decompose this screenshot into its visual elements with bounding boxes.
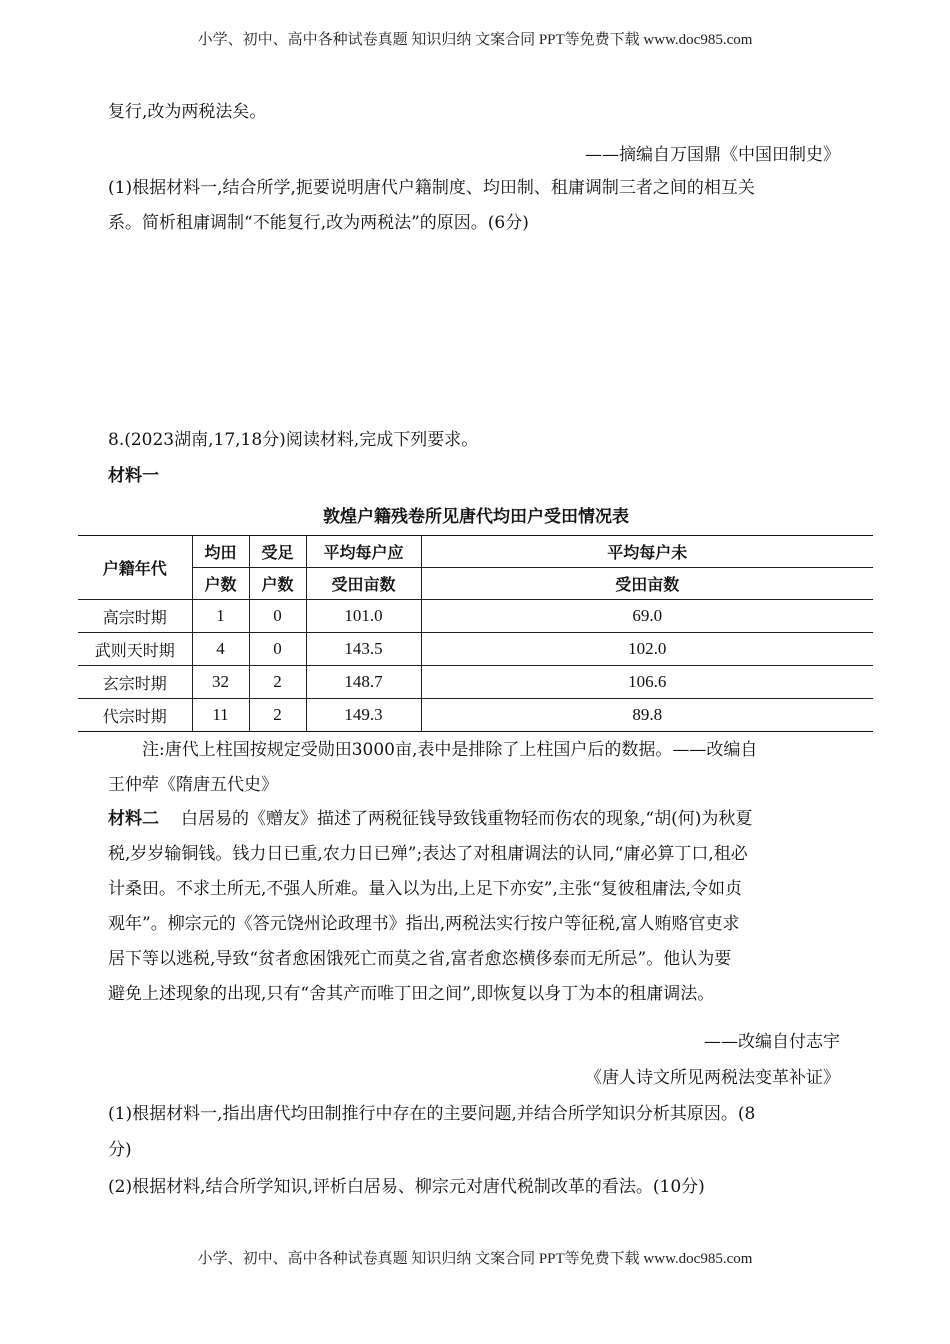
material-2-line: 税,岁岁输铜钱。钱力日已重,农力日已殚”;表达了对租庸调法的认同,“庸必算丁口,租必 bbox=[108, 844, 748, 864]
table-cell: 11 bbox=[192, 699, 249, 732]
page-footer: 小学、初中、高中各种试卷真题 知识归纳 文案合同 PPT等免费下载 www.doc985.com bbox=[197, 1251, 753, 1267]
question-8-title: 8.(2023湖南,17,18分)阅读材料,完成下列要求。 bbox=[108, 430, 479, 450]
material-1-label: 材料一 bbox=[108, 466, 159, 486]
material-2-source-line-1: ——改编自付志宇 bbox=[704, 1032, 840, 1052]
table-cell: 32 bbox=[192, 666, 249, 699]
prev-material-tail: 复行,改为两税法矣。 bbox=[108, 102, 267, 122]
material-2-line: 观年”。柳宗元的《答元饶州论政理书》指出,两税法实行按户等征税,富人贿赂官吏求 bbox=[108, 914, 740, 934]
table-cell: 1 bbox=[192, 600, 249, 633]
table-cell: 106.6 bbox=[421, 666, 873, 699]
table-cell: 102.0 bbox=[421, 633, 873, 666]
table-cell: 148.7 bbox=[306, 666, 421, 699]
table-header-row-2 bbox=[78, 568, 873, 600]
table-cell: 69.0 bbox=[421, 600, 873, 633]
header-cell-year: 户籍年代 bbox=[78, 536, 192, 600]
material-2-label: 材料二 bbox=[108, 809, 159, 829]
table-cell: 高宗时期 bbox=[78, 600, 192, 633]
header-cell-avg-due-2: 受田亩数 bbox=[306, 568, 421, 600]
question-8-1-line-1: (1)根据材料一,指出唐代均田制推行中存在的主要问题,并结合所学知识分析其原因。(8 bbox=[108, 1104, 756, 1124]
table-cell: 0 bbox=[249, 600, 306, 633]
header-cell-households: 均田 bbox=[192, 536, 249, 568]
material-2-line: 居下等以逃税,导致“贫者愈困饿死亡而莫之省,富者愈恣横侈泰而无所忌”。他认为要 bbox=[108, 949, 732, 969]
table-title: 敦煌户籍残卷所见唐代均田户受田情况表 bbox=[323, 507, 629, 527]
header-cell-avg-missing: 平均每户未 bbox=[421, 536, 873, 568]
question-8-1-line-2: 分) bbox=[108, 1140, 132, 1160]
land-allocation-table bbox=[78, 535, 873, 732]
table-cell: 89.8 bbox=[421, 699, 873, 732]
material-2-text: 白居易的《赠友》描述了两税征钱导致钱重物轻而伤农的现象,“胡(何)为秋夏 bbox=[181, 809, 753, 829]
table-cell: 149.3 bbox=[306, 699, 421, 732]
table-cell: 武则天时期 bbox=[78, 633, 192, 666]
table-cell: 2 bbox=[249, 666, 306, 699]
table-cell: 2 bbox=[249, 699, 306, 732]
question-8-2: (2)根据材料,结合所学知识,评析白居易、柳宗元对唐代税制改革的看法。(10分) bbox=[108, 1177, 705, 1197]
material-2-line: 计桑田。不求土所无,不强人所难。量入以为出,上足下亦安”,主张“复彼租庸法,令如贞 bbox=[108, 879, 742, 899]
material-2-source-line-2: 《唐人诗文所见两税法变革补证》 bbox=[585, 1068, 840, 1088]
table-row bbox=[78, 666, 873, 699]
page-header: 小学、初中、高中各种试卷真题 知识归纳 文案合同 PPT等免费下载 www.doc985.com bbox=[197, 32, 753, 48]
header-cell-full-2: 户数 bbox=[249, 568, 306, 600]
material-2-line-1 bbox=[108, 803, 840, 836]
table-note-line-2: 王仲荦《隋唐五代史》 bbox=[108, 775, 278, 795]
table-note-line-1 bbox=[108, 734, 840, 767]
table-cell: 玄宗时期 bbox=[78, 666, 192, 699]
table-note-text: 注:唐代上柱国按规定受勋田3000亩,表中是排除了上柱国户后的数据。——改编自 bbox=[142, 740, 758, 760]
table-row bbox=[78, 699, 873, 732]
header-cell-full: 受足 bbox=[249, 536, 306, 568]
header-cell-avg-missing-2: 受田亩数 bbox=[421, 568, 873, 600]
prev-question-1-line-1: (1)根据材料一,结合所学,扼要说明唐代户籍制度、均田制、租庸调制三者之间的相互关 bbox=[108, 178, 755, 198]
table-cell: 代宗时期 bbox=[78, 699, 192, 732]
table-row bbox=[78, 600, 873, 633]
table-row bbox=[78, 633, 873, 666]
prev-source: ——摘编自万国鼎《中国田制史》 bbox=[585, 145, 840, 165]
prev-question-1-line-2: 系。简析租庸调制“不能复行,改为两税法”的原因。(6分) bbox=[108, 213, 529, 233]
table-cell: 101.0 bbox=[306, 600, 421, 633]
header-cell-households-2: 户数 bbox=[192, 568, 249, 600]
material-2-line: 避免上述现象的出现,只有“舍其产而唯丁田之间”,即恢复以身丁为本的租庸调法。 bbox=[108, 984, 715, 1004]
table-header-row-1 bbox=[78, 536, 873, 568]
table-cell: 0 bbox=[249, 633, 306, 666]
table-cell: 143.5 bbox=[306, 633, 421, 666]
table-cell: 4 bbox=[192, 633, 249, 666]
header-cell-avg-due: 平均每户应 bbox=[306, 536, 421, 568]
